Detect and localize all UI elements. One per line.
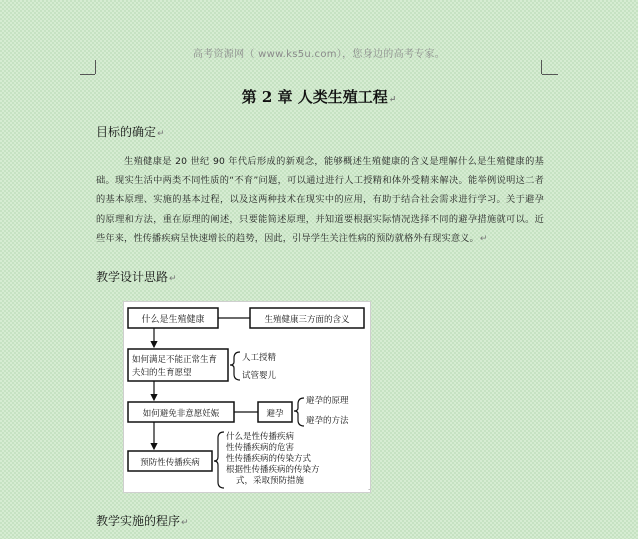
pilcrow-icon: ↵ [388, 95, 397, 105]
goals-heading-text: 目标的确定 [96, 125, 157, 139]
diagram-box4-item1: 什么是性传播疾病 [226, 432, 295, 442]
design-heading-text: 教学设计思路 [96, 270, 169, 284]
pilcrow-icon: · [368, 486, 371, 494]
diagram-box3-branch1: 避孕的原理 [306, 396, 349, 406]
diagram-box3-branch2: 避孕的方法 [306, 416, 349, 426]
title-text: 第 2 章 人类生殖工程 [241, 88, 388, 106]
diagram-box4-item4: 根据性传播疾病的传染方 [226, 465, 320, 475]
diagram-box2-line1: 如何满足不能正常生育 [132, 355, 218, 365]
section-heading-implementation [96, 512, 189, 529]
diagram-box2-line2: 夫妇的生育愿望 [132, 368, 192, 378]
pilcrow-icon: ↵ [479, 233, 488, 244]
diagram-brace [230, 352, 240, 380]
diagram-box4-label: 预防性传播疾病 [140, 458, 200, 468]
pilcrow-icon: ↵ [181, 518, 189, 528]
diagram-box3-right-label: 避孕 [266, 409, 284, 419]
pilcrow-icon: ↵ [157, 129, 165, 139]
diagram-brace [294, 398, 304, 426]
page-header: 高考资源网（ www.ks5u.com），您身边的高考专家。 [192, 49, 446, 60]
crop-mark-icon [542, 74, 558, 75]
diagram-box4-item2: 性传播疾病的危害 [226, 443, 295, 453]
diagram-svg [124, 302, 370, 492]
diagram-brace [214, 432, 224, 488]
diagram-box2-branch1: 人工授精 [242, 353, 277, 363]
diagram-box1-right-label: 生殖健康三方面的含义 [264, 315, 350, 325]
diagram-box3-label: 如何避免非意愿妊娠 [142, 409, 220, 419]
crop-mark-icon [80, 74, 95, 75]
section-heading-design [96, 268, 177, 285]
diagram-box2-branch2: 试管婴儿 [242, 371, 277, 381]
teaching-design-diagram [123, 301, 371, 493]
goals-paragraph-text: 生殖健康是 20 世纪 90 年代后形成的新观念，能够概述生殖健康的含义是理解什么是生殖健康的基础。现实生活中两类不同性质的“不育”问题，可以通过进行人工授精和体外受精来解决。能举例说明这二者的基本原理、实施的基本过程，以及这两种技术在现实中的应用，有助于结合社会需求进行学习。关于避孕的原理和方法，重在原理的阐述，只要能简述原理，并知道要根据实际情况选择不同的避孕措施就可以。近些年来，性传播疾病呈快速增长的趋势，因此，引导学生关注性病的预防就格外有现实意义。 [96, 156, 544, 244]
implementation-heading-text: 教学实施的程序 [96, 514, 181, 528]
diagram-box4-item3: 性传播疾病的传染方式 [226, 454, 312, 464]
crop-mark-icon [541, 60, 542, 74]
diagram-box1-label: 什么是生殖健康 [141, 315, 205, 325]
pilcrow-icon: ↵ [169, 274, 177, 284]
document-title [0, 86, 638, 107]
goals-paragraph [96, 152, 544, 249]
section-heading-goals [96, 123, 165, 140]
crop-mark-icon [95, 60, 96, 74]
diagram-box4-item5: 式，采取预防措施 [236, 476, 305, 486]
